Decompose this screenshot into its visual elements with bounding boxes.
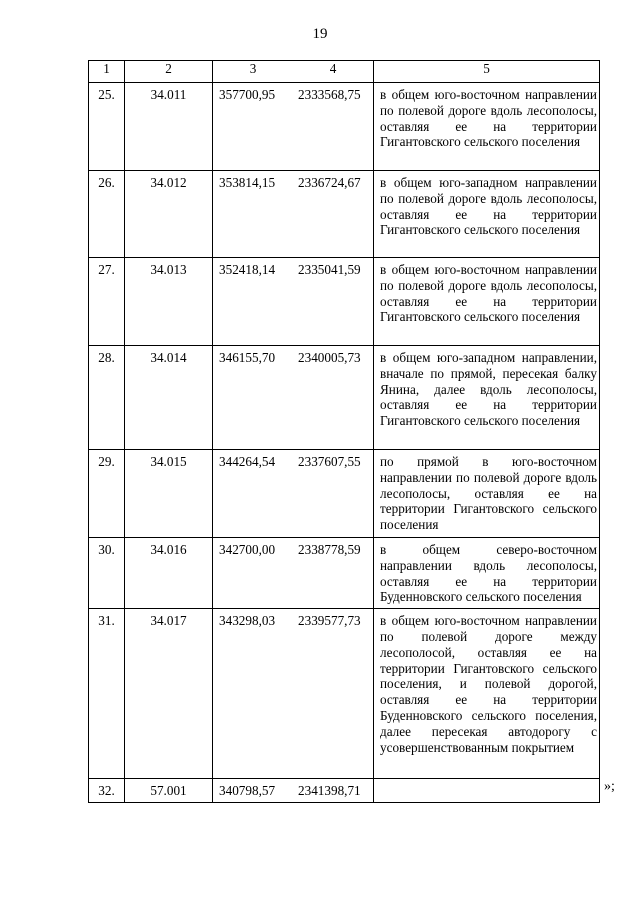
boundary-points-table <box>88 60 600 803</box>
coord-y: 2333568,75 <box>298 87 361 102</box>
header-col-2: 2 <box>125 61 213 83</box>
row-number: 26. <box>98 175 115 190</box>
coord-y: 2339577,73 <box>298 613 361 629</box>
coord-y: 2340005,73 <box>298 350 361 365</box>
point-code: 34.014 <box>150 350 187 365</box>
coord-x: 346155,70 <box>219 350 276 365</box>
route-description: в общем юго-восточном направлении по полевой дороге вдоль лесополосы, оставляя ее на территории Гигантовского сельского поселения <box>380 262 597 325</box>
row-number: 25. <box>98 87 115 102</box>
header-col-5: 5 <box>374 61 600 83</box>
coord-y: 2337607,55 <box>298 454 361 469</box>
table-row <box>89 258 600 346</box>
table-row <box>89 83 600 171</box>
row-number: 32. <box>98 783 115 799</box>
row-number: 27. <box>98 262 115 277</box>
point-code: 34.016 <box>150 542 187 557</box>
coord-x: 353814,15 <box>219 175 276 190</box>
closing-quote: »; <box>604 779 615 794</box>
route-description: по прямой в юго-восточном направлении по полевой дороге вдоль лесополосы, оставляя ее на территории Гигантовского сельского поселения <box>380 454 597 533</box>
row-number: 30. <box>98 542 115 557</box>
route-description <box>374 779 599 786</box>
point-code: 34.015 <box>150 454 187 469</box>
table-row <box>89 609 600 779</box>
point-code: 57.001 <box>150 783 187 799</box>
row-number: 28. <box>98 350 115 365</box>
point-code: 34.017 <box>150 613 187 629</box>
table-header-row <box>89 61 600 83</box>
header-col-3-4 <box>213 61 374 83</box>
table-row <box>89 450 600 538</box>
header-col-1: 1 <box>89 61 125 83</box>
route-description: в общем юго-восточном направлении по полевой дороге между лесополосой, оставляя ее на территории Гигантовского сельского поселения, и полевой дорогой, оставляя ее на территории Буденновского сельского поселения, далее пересекая автодорогу с усовершенствованным покрытием <box>380 613 597 755</box>
coord-x: 357700,95 <box>219 87 276 102</box>
table-row <box>89 171 600 258</box>
coord-y: 2335041,59 <box>298 262 361 277</box>
coord-y: 2341398,71 <box>298 783 361 799</box>
route-description: в общем юго-западном направлении, вначале по прямой, пересекая балку Янина, далее вдоль лесополосы, оставляя ее на территории Гигантовского сельского поселения <box>380 350 597 429</box>
coord-x: 344264,54 <box>219 454 276 469</box>
coord-x: 343298,03 <box>219 613 276 629</box>
coord-x: 340798,57 <box>219 783 276 799</box>
coord-x: 352418,14 <box>219 262 276 277</box>
table-row <box>89 779 600 803</box>
header-col-4: 4 <box>329 61 337 76</box>
route-description: в общем юго-восточном направлении по полевой дороге вдоль лесополосы, оставляя ее на территории Гигантовского сельского поселения <box>380 87 597 150</box>
row-number: 29. <box>98 454 115 469</box>
point-code: 34.013 <box>150 262 187 277</box>
route-description: в общем юго-западном направлении по полевой дороге вдоль лесополосы, оставляя ее на территории Гигантовского сельского поселения <box>380 175 597 238</box>
coord-y: 2336724,67 <box>298 175 361 190</box>
point-code: 34.011 <box>150 87 187 102</box>
row-number: 31. <box>98 613 115 629</box>
table-row <box>89 538 600 609</box>
route-description: в общем северо-восточном направлении вдоль лесополосы, оставляя ее на территории Буденновского сельского поселения <box>380 542 597 605</box>
point-code: 34.012 <box>150 175 187 190</box>
header-col-3: 3 <box>249 61 257 76</box>
coord-y: 2338778,59 <box>298 542 361 557</box>
page-number: 19 <box>312 26 328 42</box>
coord-x: 342700,00 <box>219 542 276 557</box>
table-row <box>89 346 600 450</box>
